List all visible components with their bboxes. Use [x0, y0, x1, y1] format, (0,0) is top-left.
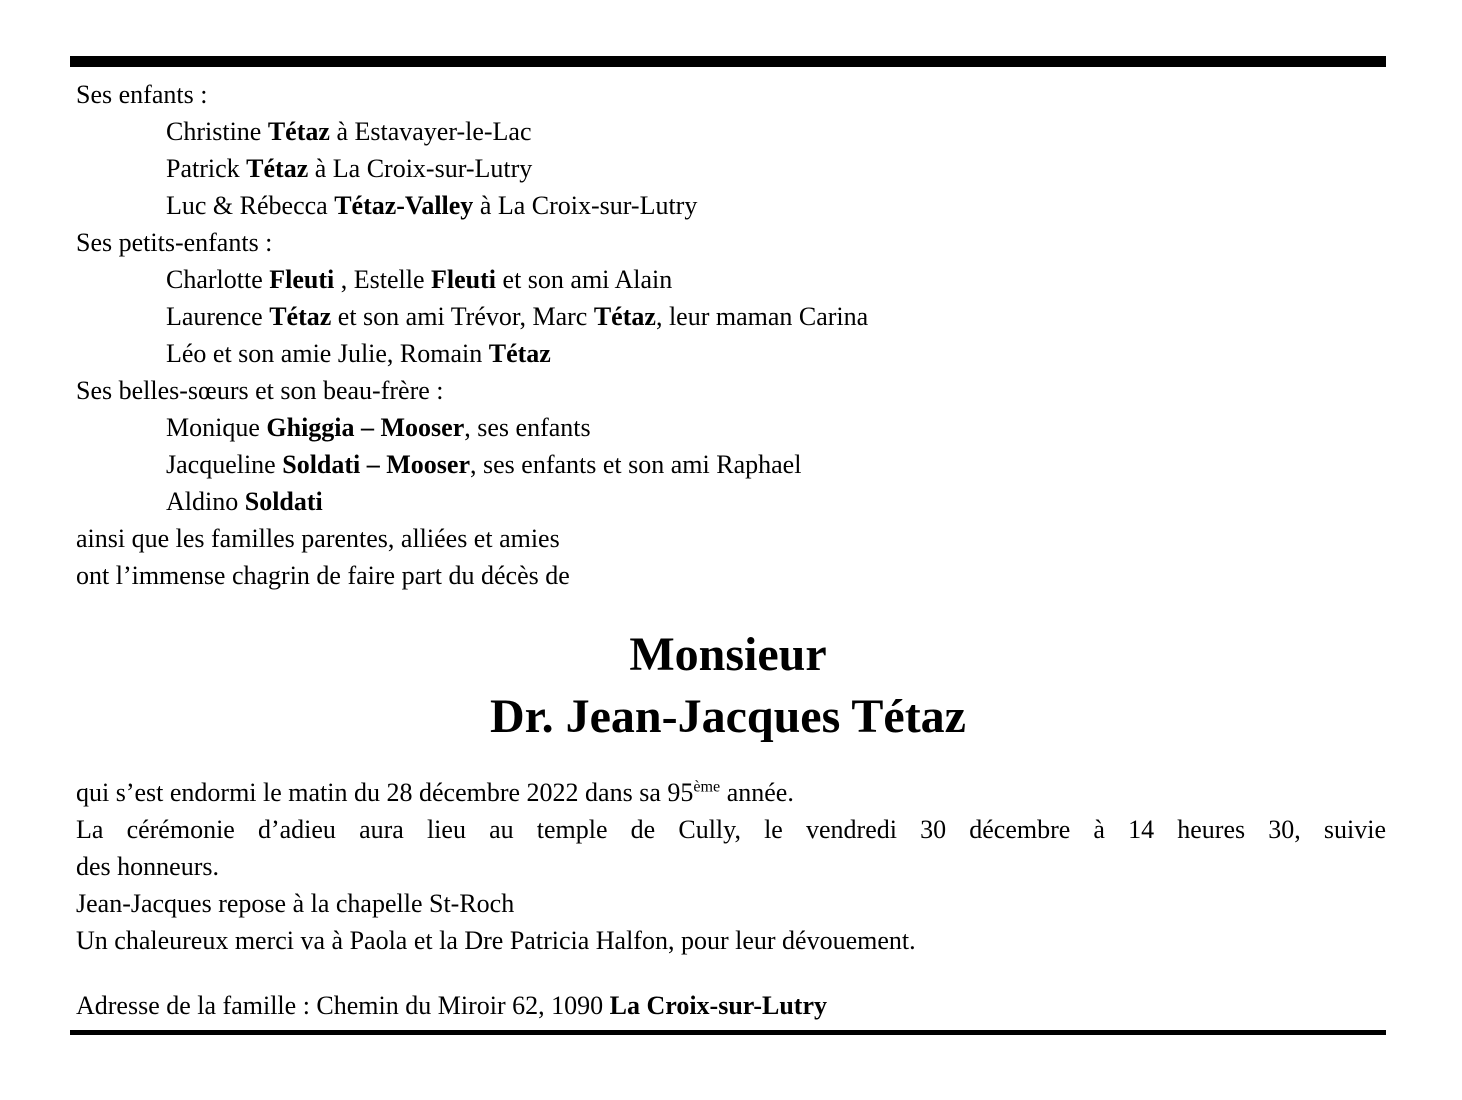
bold-name-text: Fleuti	[269, 265, 335, 294]
text-segment: qui s’est endormi le matin du 28 décembre 2022 dans sa 95	[76, 778, 694, 807]
family-member-line	[70, 409, 1386, 446]
text-segment: Ses petits-enfants :	[76, 228, 273, 257]
family-member-line	[70, 187, 1386, 224]
detail-line	[70, 848, 1386, 885]
text-segment: Adresse de la famille : Chemin du Miroir 62, 1090	[76, 991, 610, 1020]
text-segment: Patrick	[166, 154, 247, 183]
detail-line	[70, 922, 1386, 959]
family-group-heading	[70, 372, 1386, 409]
family-list	[70, 76, 1386, 594]
bold-name-text: Tétaz	[269, 302, 332, 331]
family-member-line	[70, 483, 1386, 520]
text-segment: ainsi que les familles parentes, alliées et amies	[76, 524, 560, 553]
bold-name-text: Tétaz-Valley	[334, 191, 474, 220]
text-segment: à La Croix-sur-Lutry	[473, 191, 698, 220]
text-segment: Jean-Jacques repose à la chapelle St-Roch	[76, 889, 515, 918]
family-address-line	[70, 987, 1386, 1024]
text-segment: à La Croix-sur-Lutry	[308, 154, 533, 183]
bold-name-text: Soldati	[244, 487, 323, 516]
detail-line	[70, 774, 1386, 811]
bold-name-text: La Croix-sur-Lutry	[609, 991, 828, 1020]
detail-line	[70, 811, 1386, 848]
family-member-line	[70, 150, 1386, 187]
text-segment: ont l’immense chagrin de faire part du décès de	[76, 561, 570, 590]
bold-name-text: Ghiggia – Mooser	[266, 413, 465, 442]
bold-name-text: Tétaz	[488, 339, 551, 368]
text-segment: Monique	[166, 413, 267, 442]
document-content	[70, 56, 1386, 1035]
family-group-heading	[70, 224, 1386, 261]
family-member-line	[70, 298, 1386, 335]
text-segment: à Estavayer-le-Lac	[329, 117, 532, 146]
deceased-name: Dr. Jean-Jacques Tétaz	[490, 690, 966, 743]
closing-line	[70, 520, 1386, 557]
text-segment: Un chaleureux merci va à Paola et la Dre Patricia Halfon, pour leur dévouement.	[76, 926, 916, 955]
bold-name-text: Tétaz	[267, 117, 330, 146]
text-segment: , Estelle	[334, 265, 432, 294]
detail-line	[70, 885, 1386, 922]
text-segment: et son ami Trévor, Marc	[331, 302, 594, 331]
bold-name-text: Tétaz	[593, 302, 656, 331]
text-segment: Christine	[166, 117, 268, 146]
family-group-heading	[70, 76, 1386, 113]
bold-name-text: Tétaz	[246, 154, 309, 183]
family-member-line	[70, 335, 1386, 372]
text-segment: des honneurs.	[76, 852, 219, 881]
family-member-line	[70, 261, 1386, 298]
family-member-line	[70, 446, 1386, 483]
bold-name-text: Soldati – Mooser	[282, 450, 470, 479]
text-segment: La cérémonie d’adieu aura lieu au temple de Cully, le vendredi 30 décembre à 14 heures 30, suivie	[76, 815, 1386, 844]
text-segment: Léo et son amie Julie, Romain	[166, 339, 489, 368]
family-member-line	[70, 113, 1386, 150]
top-border-rule	[70, 56, 1386, 67]
text-segment: Laurence	[166, 302, 270, 331]
text-segment: , ses enfants	[464, 413, 591, 442]
bottom-border-rule	[70, 1030, 1386, 1035]
text-segment: Aldino	[166, 487, 245, 516]
text-segment: Jacqueline	[166, 450, 283, 479]
text-segment: Charlotte	[166, 265, 270, 294]
superscript-text: ème	[693, 778, 721, 796]
bold-name-text: Fleuti	[431, 265, 497, 294]
text-segment: Luc & Rébecca	[166, 191, 335, 220]
text-segment: et son ami Alain	[496, 265, 673, 294]
text-segment: Ses belles-sœurs et son beau-frère :	[76, 376, 444, 405]
text-segment: année.	[720, 778, 794, 807]
text-segment: , ses enfants et son ami Raphael	[470, 450, 802, 479]
text-segment: , leur maman Carina	[655, 302, 869, 331]
text-segment: Ses enfants :	[76, 80, 208, 109]
deceased-honorific: Monsieur	[629, 628, 827, 681]
ceremony-details	[70, 774, 1386, 959]
closing-line	[70, 557, 1386, 594]
family-address	[70, 987, 1386, 1024]
deceased-title-block	[70, 624, 1386, 748]
